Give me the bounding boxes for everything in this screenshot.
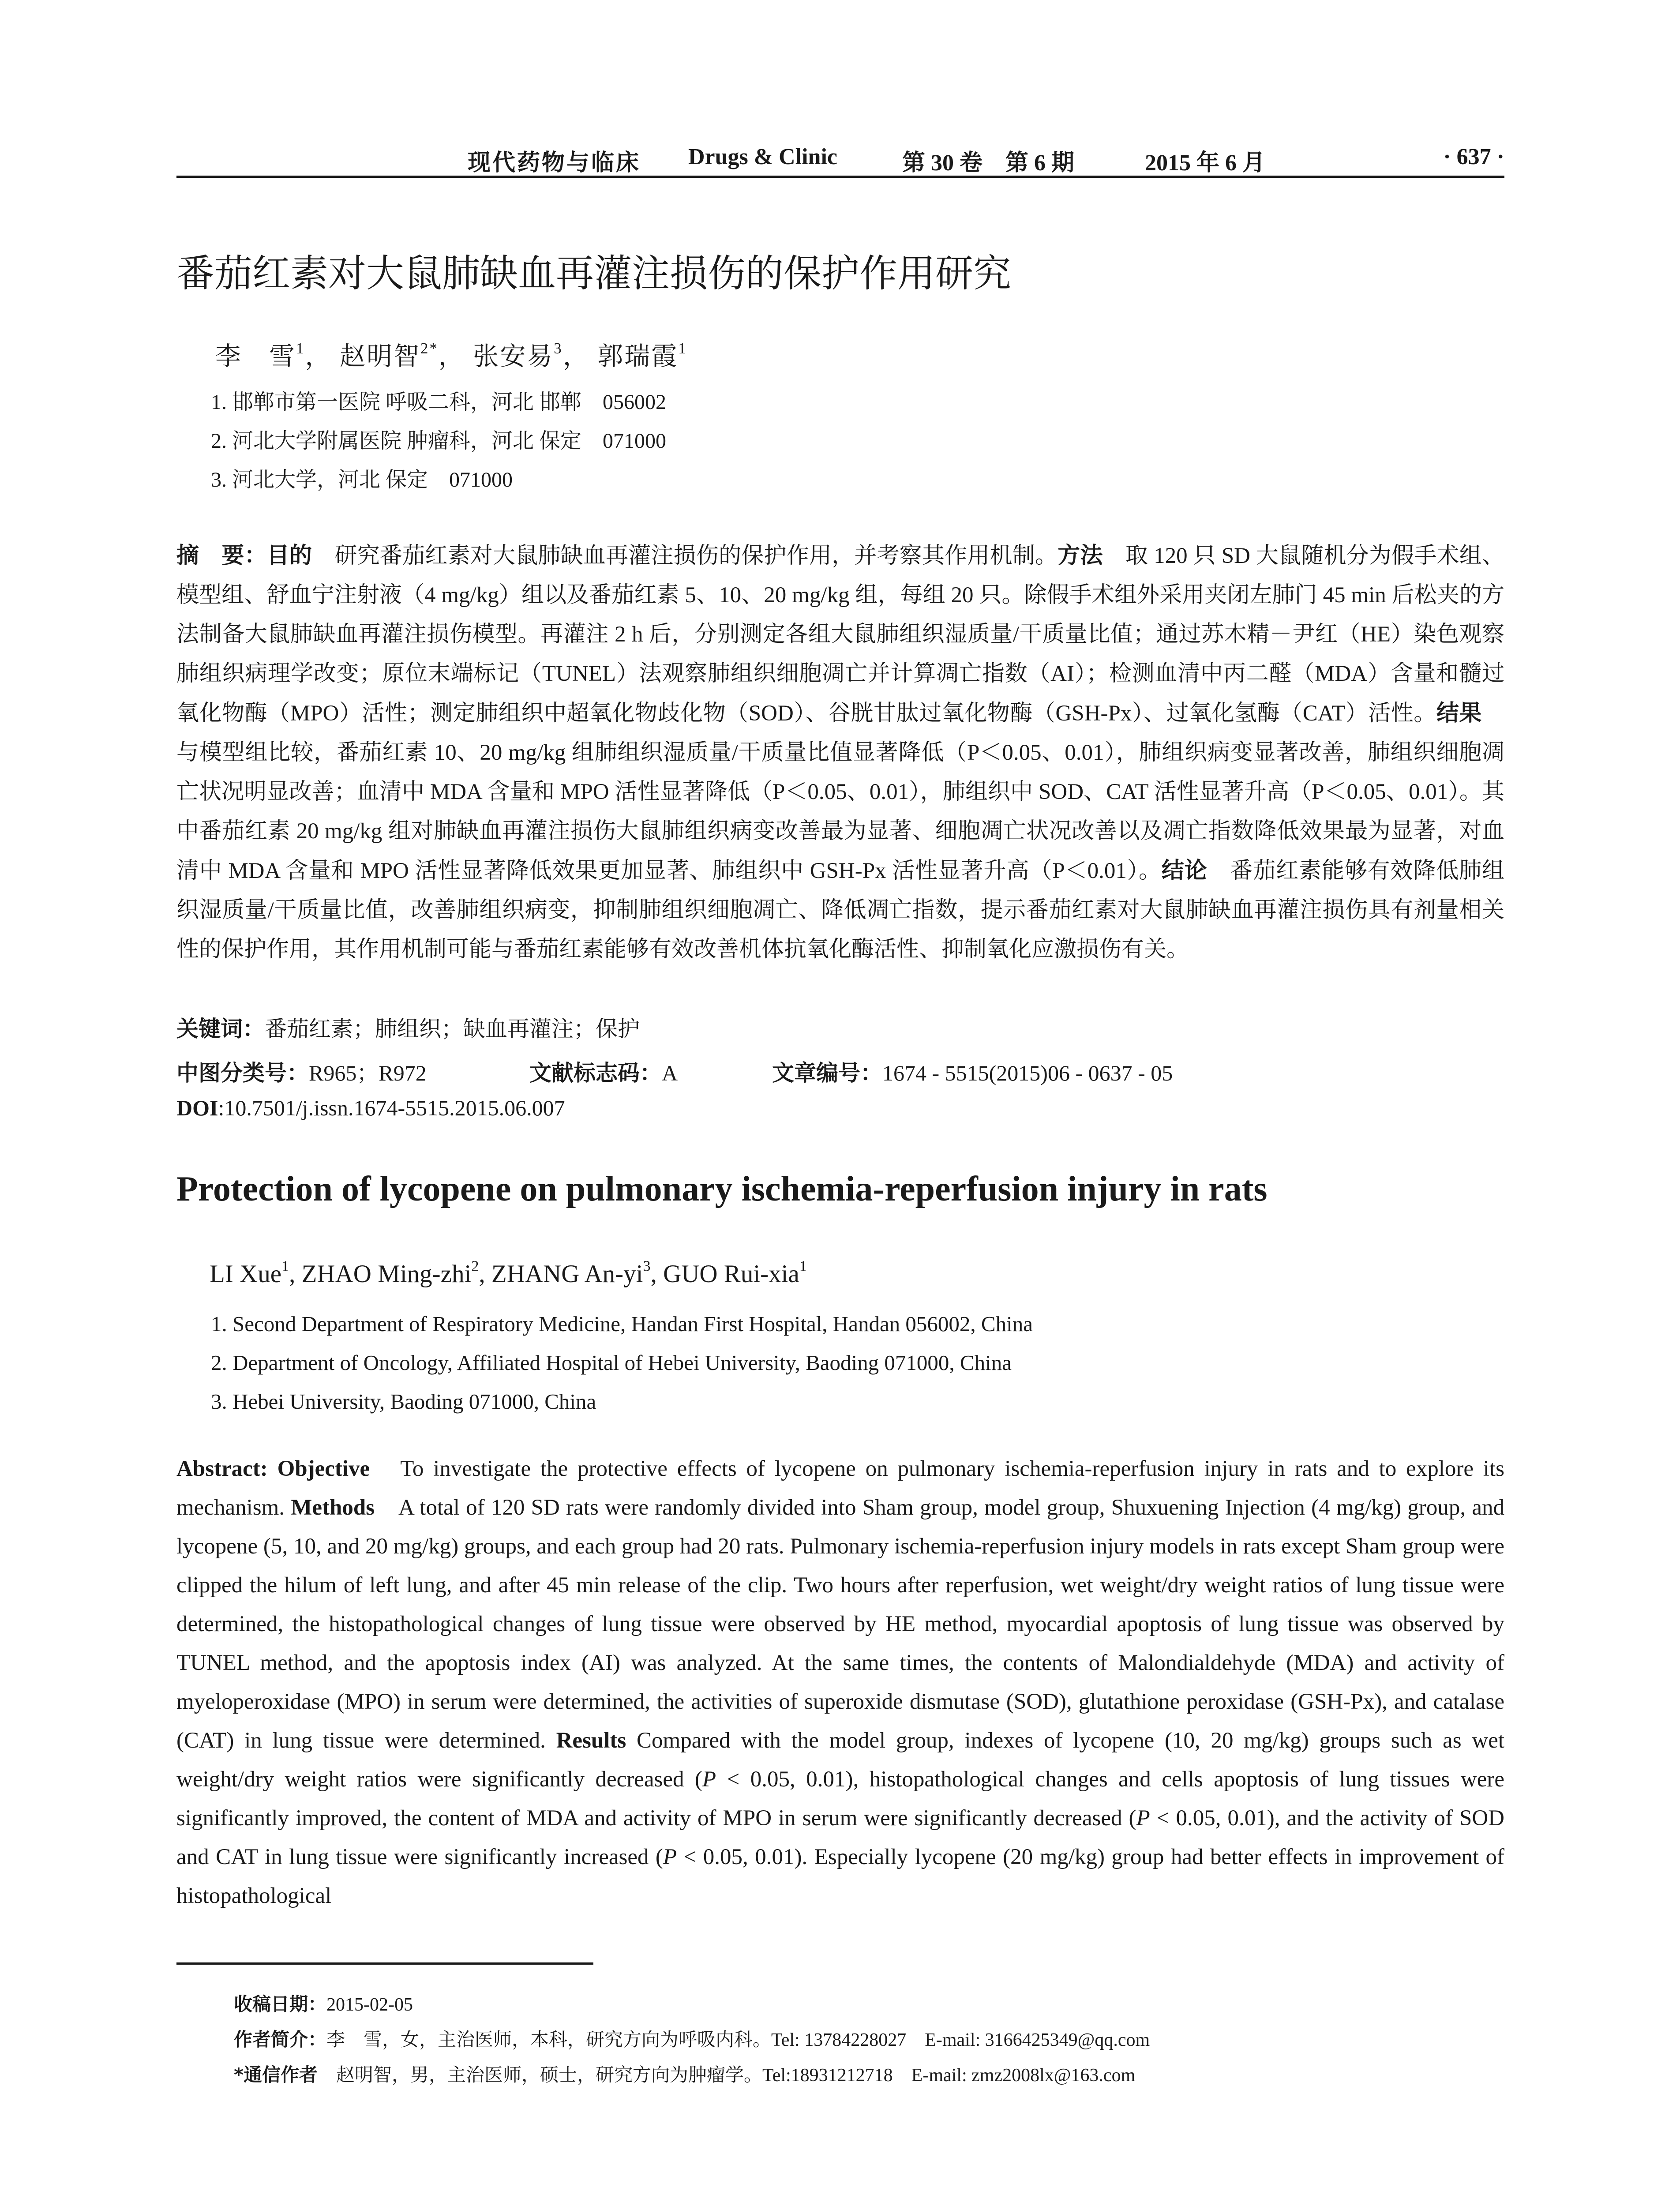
- objective-label: 目的: [266, 543, 312, 569]
- author: LI Xue$^1$,: [210, 1258, 302, 1288]
- doi-line: [176, 1095, 565, 1121]
- doc-code-group: [529, 1055, 678, 1087]
- article-id: 1674 - 5515(2015)06 - 0637 - 05: [882, 1061, 1173, 1085]
- author: 李 雪$^1$，: [215, 339, 332, 371]
- results-text: 与模型组比较，番茄红素 10、20 mg/kg 组肺组织湿质量/干质量比值显著降低（P＜0.05、0.01），肺组织病变显著改善，肺组织细胞凋亡状况明显改善；血清中 MDA 含量和 MPO 活性显著降低（P＜0.05、0.01），肺组织中 SOD、CAT 活性显著升高（P＜0.05、0.01）。其中番茄红素 20 mg/kg 组对肺缺血再灌注损伤大鼠肺组织病变改善最为显著、细胞凋亡状况改善以及凋亡指数降低效果最为显著，对血清中 MDA 含量和 MPO 活性显著降低效果更加显著、肺组织中 GSH-Px 活性显著升高（P＜0.01）。: [176, 701, 1504, 883]
- author: ZHANG $An-yi^3$,: [491, 1258, 664, 1288]
- abstract-label: 摘 要：: [176, 543, 267, 569]
- results-text-en-3: < 0.05, 0.01), and the activity of SOD and CAT in lung tissue were significantly increased (: [176, 1806, 1505, 1869]
- affiliation-cn-3: 3. 河北大学，河北 保定 071000: [211, 468, 513, 491]
- corresponding-label: *通信作者: [234, 2064, 318, 2086]
- results-label-en: Results: [556, 1728, 626, 1753]
- methods-label-en: Methods: [291, 1495, 375, 1520]
- p-value-symbol: P: [1136, 1806, 1150, 1831]
- article-title-cn: 番茄红素对大鼠肺缺血再灌注损伤的保护作用研究: [176, 251, 1011, 296]
- affiliation-en-1: 1. Second Department of Respiratory Medicine, Handan First Hospital, Handan 056002, China: [211, 1312, 1033, 1336]
- author: 张安易$^3$，: [473, 339, 590, 371]
- author: GUO Rui-xia$^1$: [663, 1258, 807, 1288]
- issue-date: 2015 年 6 月: [1145, 150, 1266, 176]
- affiliation-en-3: 3. Hebei University, Baoding 071000, China: [211, 1389, 596, 1414]
- running-header: [176, 140, 1504, 178]
- page-number: · 637 ·: [1443, 144, 1504, 169]
- abstract-label-en: Abstract: Objective: [176, 1456, 370, 1481]
- results-label: 结果: [1436, 700, 1482, 726]
- conclusion-label: 结论: [1161, 858, 1208, 884]
- objective-text: 研究番茄红素对大鼠肺缺血再灌注损伤的保护作用，并考察其作用机制。: [312, 544, 1058, 568]
- volume-issue: 第 30 卷 第 6 期: [902, 150, 1075, 176]
- methods-text-en: A total of 120 SD rats were randomly divided into Sham group, model group, Shuxuening Injection (4 mg/kg) group, and lycopene (5, 10, and 20 mg/kg) groups, and each group had 20 rats. Pulmonary ischemia-reperfusion injury models in rats except Sham group were clipped the hilum of left lung, and after 45 min release of the clip. Two hours after reperfusion, wet weight/dry weight ratios of lung tissue were determined, the histopathological changes of lung tissue were observed by HE method, myocardial apoptosis of lung tissue was observed by TUNEL method, and the apoptosis index (AI) was analyzed. At the same times, the contents of Malondialdehyde (MDA) and activity of myeloperoxidase (MPO) in serum were determined, the activities of superoxide dismutase (SOD), glutathione peroxidase (GSH-Px), and catalase (CAT) in lung tissue were determined.: [176, 1495, 1504, 1753]
- corresponding-author: 赵明智，男，主治医师，硕士，研究方向为肿瘤学。Tel:18931212718 E-mail: zmz2008lx@163.com: [317, 2065, 1136, 2086]
- footnote-divider: [176, 1962, 593, 1965]
- p-value-symbol: P: [663, 1845, 677, 1869]
- footnote-corresponding: [234, 2060, 1135, 2087]
- affiliation-en-2: 2. Department of Oncology, Affiliated Hospital of Hebei University, Baoding 071000, China: [211, 1351, 1012, 1375]
- article-id-group: [772, 1055, 1173, 1087]
- affiliation-cn-2: 2. 河北大学附属医院 肿瘤科，河北 保定 071000: [211, 429, 667, 453]
- author-list-en: [210, 1260, 807, 1288]
- objective-text-en: To investigate the protective effects of lycopene on pulmonary ischemia-reperfusion injury in rats and to explore its mechanism.: [176, 1456, 1504, 1520]
- author: 郭瑞霞$^1$: [597, 339, 687, 371]
- author-list-cn: [215, 335, 687, 372]
- keywords: 番茄红素；肺组织；缺血再灌注；保护: [265, 1017, 640, 1041]
- received-date: 2015-02-05: [326, 1995, 413, 2015]
- p-value-symbol: P: [702, 1767, 716, 1792]
- conclusion-text: 番茄红素能够有效降低肺组织湿质量/干质量比值，改善肺组织病变，抑制肺组织细胞凋亡、降低凋亡指数，提示番茄红素对大鼠肺缺血再灌注损伤具有剂量相关性的保护作用，其作用机制可能与番茄红素能够有效改善机体抗氧化酶活性、抑制氧化应激损伤有关。: [176, 859, 1504, 962]
- clc-number: R965；R972: [309, 1061, 427, 1085]
- article-id-label: 文章编号：: [772, 1060, 882, 1086]
- footnote-received: [234, 1990, 413, 2016]
- author: ZHAO Ming-zhi$^2$,: [301, 1258, 491, 1288]
- doi-label: DOI: [176, 1095, 218, 1120]
- classification-line: [176, 1055, 1173, 1087]
- abstract-cn: [176, 536, 1504, 969]
- methods-label: 方法: [1058, 543, 1103, 569]
- article-title-en: Protection of lycopene on pulmonary ischemia-reperfusion injury in rats: [176, 1170, 1268, 1208]
- journal-name-en: Drugs & Clinic: [688, 144, 837, 169]
- author-bio-label: 作者简介：: [234, 2029, 327, 2050]
- keywords-line: [176, 1011, 640, 1043]
- author-bio: 李 雪，女，主治医师，本科，研究方向为呼吸内科。Tel: 13784228027 E-mail: 3166425349@qq.com: [326, 2030, 1150, 2050]
- doi-value: :10.7501/j.issn.1674-5515.2015.06.007: [218, 1095, 565, 1120]
- keywords-label: 关键词：: [176, 1016, 265, 1042]
- results-text-en-2: < 0.05, 0.01), histopathological changes and cells apoptosis of lung tissues were significantly improved, the content of MDA and activity of MPO in serum were significantly decreased (: [176, 1767, 1504, 1831]
- results-text-en-4: < 0.05, 0.01). Especially lycopene (20 mg/kg) group had better effects in improvement of histopathological: [176, 1845, 1504, 1908]
- methods-text: 取 120 只 SD 大鼠随机分为假手术组、模型组、舒血宁注射液（4 mg/kg）组以及番茄红素 5、10、20 mg/kg 组，每组 20 只。除假手术组外采用夹闭左肺门 45 min 后松夹的方法制备大鼠肺缺血再灌注损伤模型。再灌注 2 h 后，分别测定各组大鼠肺组织湿质量/干质量比值；通过苏木精－尹红（HE）染色观察肺组织病理学改变；原位末端标记（TUNEL）法观察肺组织细胞凋亡并计算凋亡指数（AI）；检测血清中丙二醛（MDA）含量和髓过氧化物酶（MPO）活性；测定肺组织中超氧化物歧化物（SOD）、谷胱甘肽过氧化物酶（GSH-Px）、过氧化氢酶（CAT）活性。: [176, 544, 1504, 726]
- received-label: 收稿日期：: [234, 1993, 327, 2015]
- journal-name-cn: 现代药物与临床: [468, 150, 641, 176]
- doc-code-label: 文献标志码：: [529, 1060, 662, 1086]
- results-text-en-1: Compared with the model group, indexes of lycopene (10, 20 mg/kg) groups such as wet weight/dry weight ratios were significantly decreased (: [176, 1728, 1505, 1792]
- doc-code: A: [662, 1061, 678, 1085]
- footnote-author-bio: [234, 2025, 1150, 2052]
- author: 赵明智$^{2*}$，: [339, 339, 465, 371]
- clc-label: 中图分类号：: [176, 1060, 309, 1086]
- affiliation-cn-1: 1. 邯郸市第一医院 呼吸二科，河北 邯郸 056002: [211, 390, 667, 414]
- abstract-en: [176, 1449, 1504, 1915]
